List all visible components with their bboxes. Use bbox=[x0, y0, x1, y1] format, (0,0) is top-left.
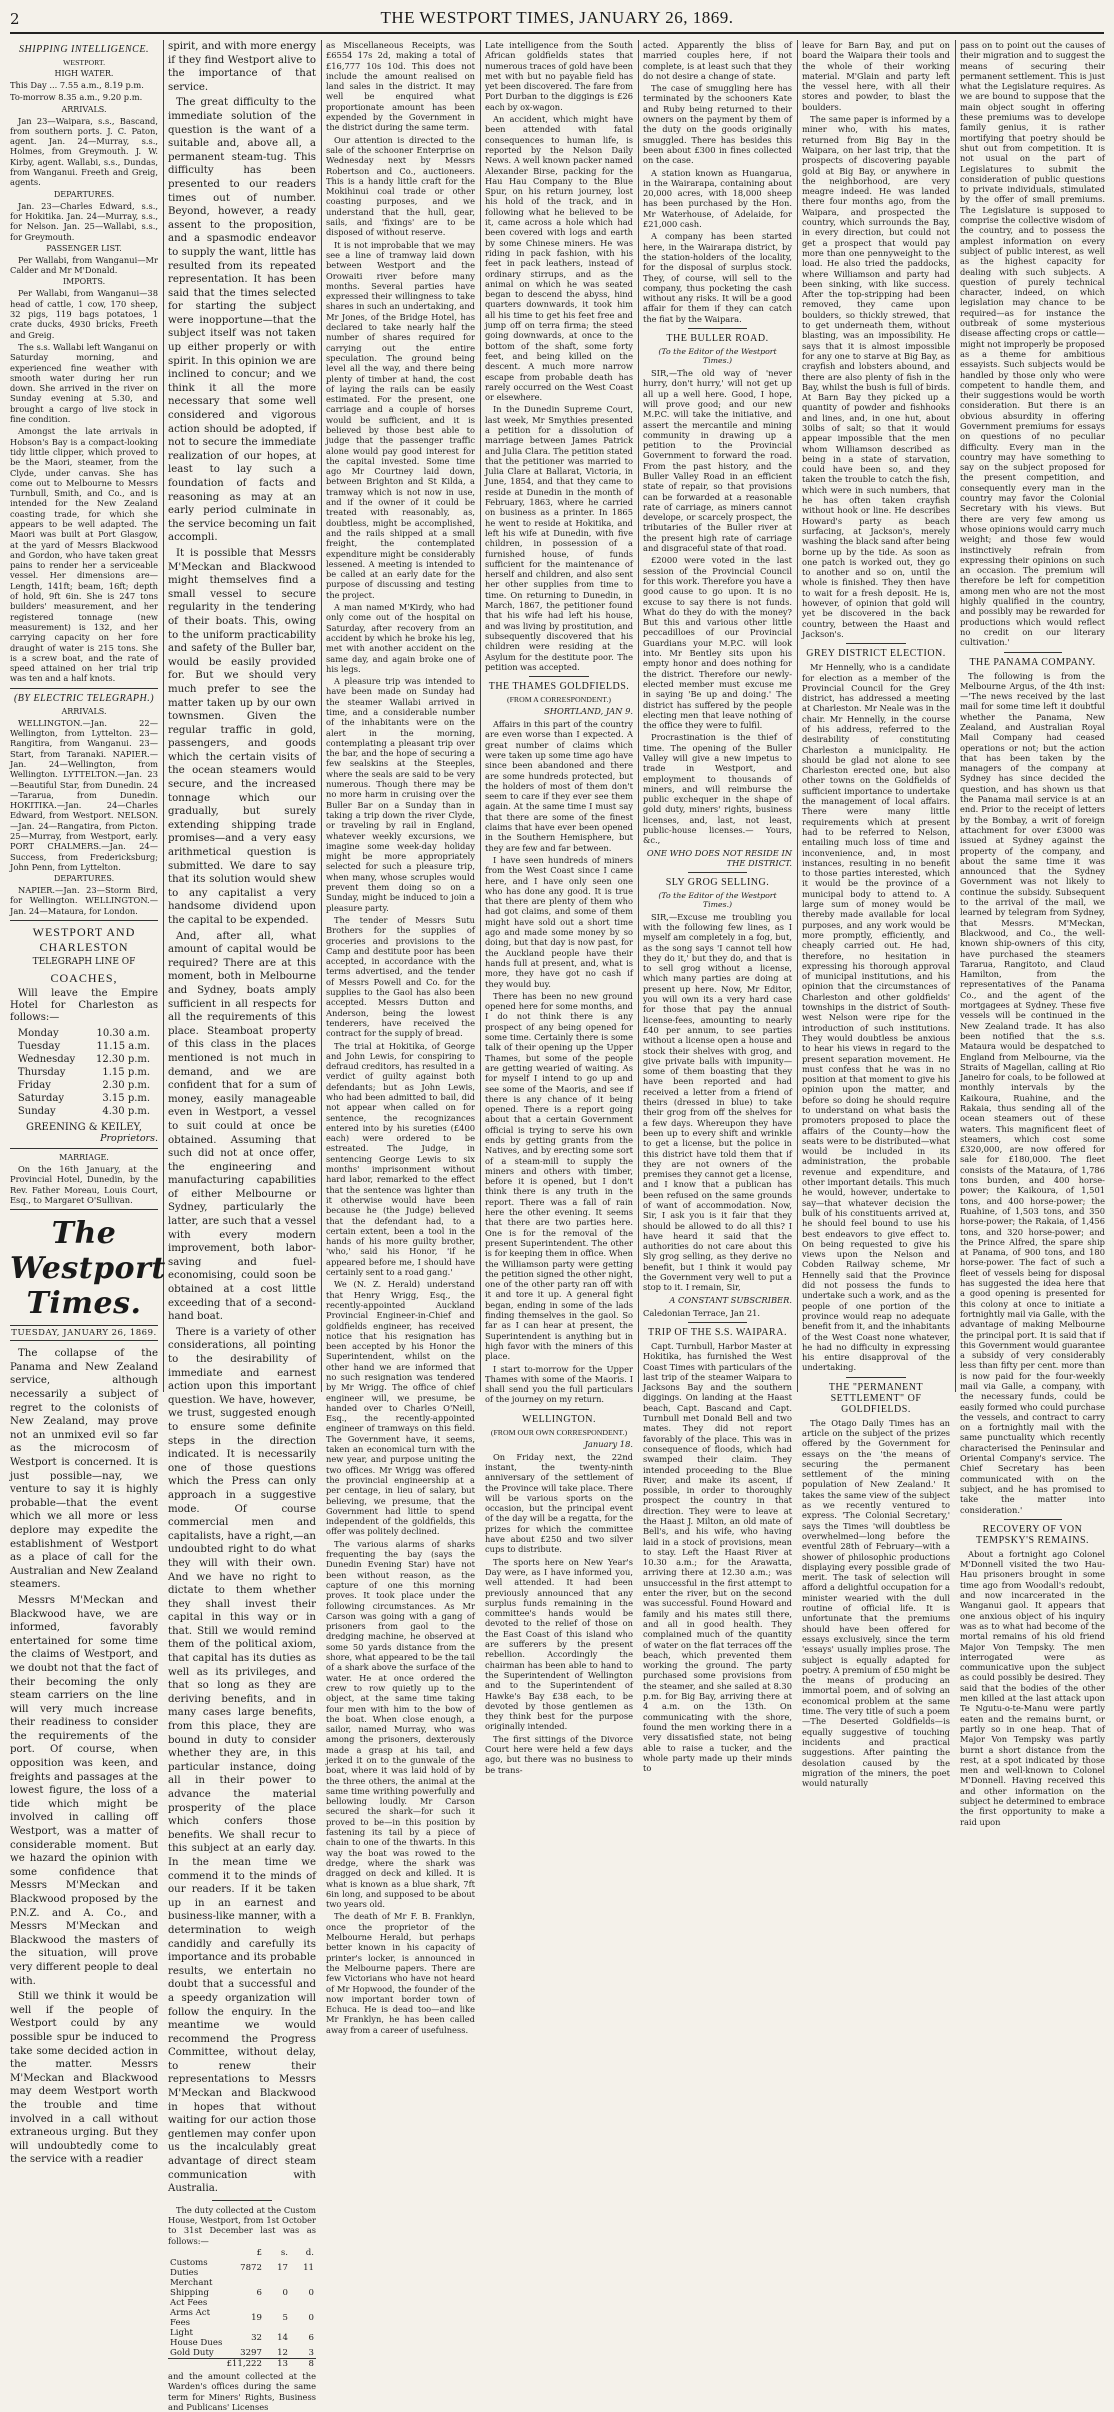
schedule-row bbox=[16, 1040, 152, 1053]
duty-item: Light House Dues bbox=[170, 2328, 223, 2348]
leader-paragraph: It is possible that Messrs M'Meckan and Blackwood might themselves find a small vessel to secure regularity in the tendering of their boats. This, owing to the uniform practicability and safety of the Buller bar, would be easily provided for. But we should very much prefer to see the matter taken up by our own townsmen. Given the regular traffic in gold, passengers, and goods which the certain visits of the ocean steamers would secure, and the increased tonnage which our gradually, but surely extending shipping trade promises—and a very easy arithmetical question is submitted. We dare to say that its solution would shew to any capitalist a very handsome dividend upon the capital to be expended. bbox=[168, 547, 316, 926]
duty-row bbox=[168, 2308, 316, 2328]
news-paragraph: Late intelligence from the South African goldfields states that numerous traces of gold have been met with but no payable field has yet been discovered. The fare from Port Durban to the diggings is £26 each by ox-wagon. bbox=[485, 40, 633, 112]
leader-paragraph: The great difficulty to the immediate solution of the question is the want of a suitable and, above all, a permanent steam-tug. This difficulty has been presented to our readers times out of number. Beyond, however, a ready assent to the proposition, and a spasmodic endeavor to supply the want, little has resulted from its repeated representation. It has been said that the times selected for starting the subject were inopportune—that the subject itself was not taken up either properly or with spirit. In this opinion we are inclined to concur; and we think it all the more necessary that some well considered and vigorous action should be adopted, if not to secure the immediate realization of our hopes, at least to lay such a foundation of facts and reasoning as may at an early period culminate in the service becoming un fait accompli. bbox=[168, 97, 316, 544]
passenger-heading: PASSENGER LIST. bbox=[46, 243, 122, 253]
waipara-paragraph: The same paper is informed by a miner who, with his mates, returned from Big Bay in the Waipara, on her last trip, that the prospects of discovering payable gold at Big Bay, or anywhere in the neighborhood, are very meagre indeed. He was landed there four months ago, from the Waipara, and prospected the country, which surrounds the Bay, in every direction, but could not get a prospect that would pay more than one pennyweight to the load. He also tried the paddocks, where Williamson and party had been sinking, with like success. After the top-stripping had been removed, they came upon boulders, so thickly strewed, that to get underneath them, without blasting, was an impossibility. He says that it is almost impossible for any one to starve at Big Bay, as crayfish and lobsters abound, and there are also plenty of fish in the Bay, whilst the bush is full of birds. At Barn Bay they picked up a quantity of powder and fishhooks and lines, and, in one hut, about 30lbs of salt; so that it would appear impossible that the men whom Williamson described as being in a state of starvation, could have been so, and they taken the trouble to catch the fish, which were in such numbers, that he has often taken crayfish without hook or line. He describes Howard's party as beach surfacing, at Jackson's, merely washing the black sand after being borne up by the tide. As soon as one patch is worked out, they go to another and so on, until the whole is finished. They then have to wait for a fresh deposit. He is, however, of opinion that gold will yet be discovered in the back country, between the Haast and Jackson's. bbox=[802, 114, 950, 639]
column-rule bbox=[955, 40, 956, 1392]
panama-heading: THE PANAMA COMPANY. bbox=[969, 656, 1096, 668]
column-rule bbox=[321, 40, 322, 1392]
thames-paragraph: There has been no new ground opened here for some months, and I do not think there is any prospect of any being opened for some time. Certainly there is some talk of their opening up the Upper Thames, but some of the people are getting wearied of waiting. As for myself I intend to go up and see some of the Maoris, and see if there is any chance of it being opened. There is a report going about that a certain Government official is trying to serve his own ends by getting grants from the Natives, and by erecting some sort of a steam-mill to supply the miners and others with timber, before it is opened, but I don't think there is any truth in the report. There was a fall of rain here the other evening. It seems that there are two parties here. One is for the removal of the present Superintendent. The other is for keeping them in office. When the Williamson party were getting the petition signed the other night, one of the other party ran off with it and tore it up. A general fight began, ending in some of the lads finding themselves in the gaol. So far as I can hear at present, the Superintendent is anything but in high favor with the miners of this place. bbox=[485, 990, 633, 1362]
divider bbox=[1004, 652, 1062, 653]
arrivals-heading: ARRIVALS. bbox=[61, 104, 107, 114]
wellington-paragraph: The first sittings of the Divorce Court here were held a few days ago, but there was no business to be trans- bbox=[485, 1733, 633, 1775]
news-paragraph: The various alarms of sharks frequenting the bay (says the Dunedin Evening Star) have not been without reason, as the capture of one this morning proves. It took place under the following circumstances. As Mr Carson was going with a gang of prisoners from gaol to the dredging machine, he observed at some 50 yards distance from the shore, what appeared to be the tail of a shark above the surface of the water. He at once ordered the crew to row quietly up to the object, at the same time taking four men with him to the bow of the boat. When close enough, a sailor, named Murray, who was among the prisoners, dexterously made a grasp at his tail, and jerked it on to the gunwale of the boat, where it was laid hold of by the three others, the animal at the same time writhing powerfully and bellowing loudly. Mr Carson secured the shark—for such it proved to be—in this position by fastening its tail by a piece of chain to one of the thwarts. In this way the boat was rowed to the dredge, where the shark was dragged on deck and killed. It is what is known as a blue shark, 7ft 6in long, and supposed to be about two years old. bbox=[326, 1538, 475, 1910]
coach-ad-subtitle: TELEGRAPH LINE OF bbox=[32, 957, 136, 968]
thames-paragraph: Affairs in this part of the country are even worse than I expected. A great number of claims which were taken up some time ago have since been abandoned and there are some hundreds protected, but the holders of most of them don't seem to care if they ever see them again. At the same time I must say that there are some of the finest claims that have ever been opened in the Southern Hemisphere, but they are few and far between. bbox=[485, 719, 633, 853]
duty-item bbox=[168, 2359, 224, 2370]
schedule-row bbox=[16, 1053, 152, 1066]
schedule-time: 4.30 p.m. bbox=[102, 1106, 151, 1118]
col-header: s. bbox=[280, 2248, 288, 2258]
wellington-heading: WELLINGTON. bbox=[522, 1413, 596, 1425]
schedule-row bbox=[16, 1079, 152, 1092]
high-water-tomorrow: To-morrow 8.35 a.m., 9.20 p.m. bbox=[10, 92, 143, 103]
column-3 bbox=[326, 40, 475, 2035]
schedule-day: Monday bbox=[17, 1028, 59, 1040]
schedule-time: 3.15 p.m. bbox=[102, 1093, 151, 1105]
duty-row bbox=[168, 2348, 316, 2359]
divider bbox=[529, 676, 588, 677]
imports-text: Per Wallabi, from Wanganui—38 head of cattle, 1 cow, 170 sheep, 32 pigs, 119 bags potatoes, 1 crate ducks, 4930 bricks, Freeth and Greig. bbox=[10, 288, 158, 340]
letter-signature: ONE WHO DOES NOT RESIDE IN THE DISTRICT. bbox=[646, 847, 792, 868]
news-paragraph: The death of Mr F. B. Franklyn, once the proprietor of the Melbourne Herald, but perhaps better known in his capacity of printer's locker, is announced in the Melbourne papers. There are few Victorians who have not heard of Mr Hopwood, the founder of the now important border town of Echuca. He is dead too—and like Mr Franklyn, he has been called away from a career of usefulness. bbox=[326, 1911, 475, 2035]
coach-ad-title: WESTPORT AND CHARLESTON bbox=[32, 925, 136, 955]
coach-ad-coaches: COACHES, bbox=[50, 971, 118, 986]
wellington-dateline: January 18. bbox=[584, 1438, 633, 1449]
leader-paragraph: There is a variety of other considerations, all pointing to the desirability of immediate and earnest action upon this important question. We have, however, we trust, suggested enough to ensure some definite steps in the direction indicated. It is necessarily one of those questions which the Press can only approach in a suggestive mode. Of course commercial men and capitalists, have a right,—an undoubted right to do what they will with their own. And we have no right to dictate to them whether they shall invest their capital in this way or in that. Still we would remind them of the political axiom, that capital has its duties as well as its privileges, and that so long as they are deriving benefits, and in many cases large benefits, from this place, they are bound in duty to consider whether they are, in this particular instance, doing all in their power to advance the material prosperity of the place which confers those benefits. We shall recur to this subject at an early day. In the mean time we commend it to the minds of our readers. If it be taken up in an earnest and business-like manner, with a determination to weigh candidly and carefully its importance and its probable results, we entertain no doubt that a successful and a speedy organization will follow the enquiry. In the meantime we would recommend the Progress Committee, without delay, to renew their representations to Messrs M'Meckan and Blackwood in hopes that without waiting for our action those gentlemen may confer upon us the incalculably great advantage of direct steam communication with Australia. bbox=[168, 1326, 316, 2195]
duty-pounds: 19 bbox=[251, 2313, 262, 2323]
thames-paragraph: I start to-morrow for the Upper Thames with some of the Maoris. I shall send you the full particulars of the journey on my return. bbox=[485, 1363, 633, 1405]
permanent-heading: THE "PERMANENT SETTLEMENT" OF GOLDFIELDS. bbox=[828, 1381, 924, 1415]
news-paragraph: The trial at Hokitika, of George and John Lewis, for conspiring to defraud creditors, has resulted in a verdict of guilty against both defendants; but as John Lewis, who had been admitted to bail, did not appear when called on for sentence, the recognizances entered into by his sureties (£400 each) were ordered to be estreated. The Judge, in sentencing George Lewis to six months' imprisonment without hard labor, remarked to the effect that the sentence was lighter than it otherwise would have been because he (the Judge) believed that the defendant had, to a certain extent, been a tool in the hands of his more guilty brother, 'who,' said his Honor, 'if he appeared before me, I should have certainly sent to a road gang.' bbox=[326, 1040, 475, 1278]
col-header: £ bbox=[256, 2248, 262, 2258]
column-4 bbox=[485, 40, 633, 1775]
marriage-heading: MARRIAGE. bbox=[59, 1153, 109, 1163]
divider bbox=[10, 1148, 158, 1149]
divider bbox=[10, 688, 158, 689]
duty-shillings: 5 bbox=[282, 2313, 288, 2323]
duty-row bbox=[168, 2278, 316, 2308]
duty-pence: 0 bbox=[308, 2313, 314, 2323]
grey-heading: GREY DISTRICT ELECTION. bbox=[806, 648, 946, 660]
thames-paragraph: I have seen hundreds of miners from the West Coast since I came here, and I have only seen one who has done any good. It is true that there are plenty of them who had got claims, and some of them might have sold out a short time ago and made some money by so doing, but that day is now past, for the Auckland people have their hands full at present, and, what is more, they have got no cash if they would buy. bbox=[485, 854, 633, 989]
after-duty-text: and the amount collected at the Warden's offices during the same term for Miners' Rights, Business and Publicans' Licenses bbox=[168, 2371, 316, 2412]
divider bbox=[688, 872, 748, 873]
news-paragraph: The tender of Messrs Sutu Brothers for the supplies of groceries and provisions to the Camp and destitute poor has been accepted, in accordance with the terms advertised, and the tender of Messrs Powell and Co. for the supplies to the Gaol has also been accepted. Messrs Dutton and Anderson, being the lowest tenderers, have received the contract for the supply of bread. bbox=[326, 914, 475, 1039]
column-1 bbox=[10, 40, 166, 2166]
duty-table bbox=[168, 2248, 316, 2369]
thames-subheading: (FROM A CORRESPONDENT.) bbox=[506, 695, 612, 705]
duty-header-row bbox=[168, 2248, 316, 2258]
column-7 bbox=[960, 40, 1105, 1827]
letter-paragraph: SIR,—Excuse me troubling you with the following few lines, as I myself am completely in a fog, but, as the song says 'I cannot tell how they do it,' but they do, and that is to sell grog without a license, which many parties are doing at present up here. Now, Mr Editor, you will own its a very hard case for those that pay the annual license-fees, amounting to nearly £40 per annum, to see parties without a license open a house and stock their shelves with grog, and give private balls with impunity—some of them boasting that they have been reported and had received a letter from a friend of theirs (dressed in blue) to take their grog from off the shelves for a few days. Whereupon they have been up to every shift and wrinkle to get a license, but the police in this district have told them that if they are not owners of the premises they cannot get a license, and I know that a publican has been refused on the same grounds of want of accommodation. Now, Sir, I ask you is it fair that they should be allowed to do all this? I have heard it said that the authorities do not care about this Sly grog selling, as they derive no benefit, but I think it would pay the Government very well to put a stop to it. I remain, Sir, bbox=[643, 911, 792, 1293]
panama-paragraph: The following is from the Melbourne Argus, of the 4th inst:—'The news received by the last mail for some time left it doubtful whether the Panama, New Zealand, and Australian Royal Mail Company had ceased operations or not; but the action that has been taken by the managers of the company at Sydney has since decided the question, and has shown us that the Panama mail service is at an end. Prior to the receipt of letters by the Bombay, a writ of foreign attachment for over £3000 was issued at Sydney against the property of the company, and about the same time it was announced that the Sydney Government was not likely to continue the subsidy. Subsequent to the arrival of the mail, we learned by telegram from Sydney, that Messrs. M'Meckan, Blackwood, and Co., the well-known ship-owners of this city, have purchased the steamers Tararua, Rangitoto, and Claud Hamilton, from the representatives of the Panama Co., and the agent of the mortgagees at Sydney. These five vessels will be continued in the New Zealand trade. It has also been notified that the s.s. Mataura would be despatched to England from Melbourne, via the Straits of Magellan, calling at Rio Janeiro for coals, to be followed at monthly intervals by the Kaikoura, Ruahine, and the Rakaia, thus sending all of the ocean steamers out of these waters. This magnificent fleet of steamers, which cost some £320,000, are now offered for sale for £180,000. The fleet consists of the Mataura, of 1,786 tons burden, and 400 horse-power; the Kaikoura, of 1,501 tons, and 400 horse-power; the Ruahine, of 1,503 tons, and 350 horse-power; the Rakaia, of 1,456 tons, and 320 horse-power; and the Prince Alfred, the spare ship at Panama, of 900 tons, and 180 horse-power. The fact of such a fleet of vessels being for disposal has suggested the idea here that a good opening is presented for this colony at once to initiate a fortnightly mail via Galle, with the advantage of making Melbourne the principal port. It is said that if this Government would guarantee a subsidy of very considerably less than fifty per cent. more than is now paid for the four-weekly mail via Galle, a company, with the necessary funds, could be easily formed who could purchase the vessels, and contract to carry on a fortnightly mail with the same punctuality which recently characterised the Peninsular and Oriental Company's service. The Chief Secretary has been communicated with on the subject, and he has promised to take the matter into consideration.' bbox=[960, 670, 1105, 1515]
schedule-time: 12.30 p.m. bbox=[96, 1054, 151, 1066]
telegraph-departures: NAPIER.—Jan. 23—Storm Bird, for Wellington. WELLINGTON.—Jan. 24—Mataura, for London. bbox=[10, 885, 158, 916]
duty-pence: 11 bbox=[303, 2263, 314, 2273]
schedule-time: 2.30 p.m. bbox=[102, 1080, 151, 1092]
duty-intro: The duty collected at the Custom House, Westport, from 1st October to 31st December last was as follows:— bbox=[168, 2204, 316, 2246]
permanent-paragraph: pass on to point out the causes of their migration and to suggest the means of securing their permanent settlement. This is just what the Legislature requires. As we are bound to suppose that the main object sought in offering these premiums was to develope family genius, it is rather mortifying that poetry should be shut out from competition. It is not usual on the part of Legislatures to submit the consideration of public questions to private individuals, stimulated by the offer of small premiums. The Legislature is supposed to comprise the collective wisdom of the country, and to possess the amplest information on every subject of public interest, as well as the highest capacity for dealing with such subjects. A question of purely technical character, indeed, on which legislation may chance to be required—as for instance the outbreak of some mysterious disease affecting crops or cattle—might not improperly be proposed as a theme for ambitious essayists. Such subjects would be handled by those only who were competent to handle them, and their suggestions would be worth consideration. But there is an obvious absurdity in offering Government premiums for essays on questions of no peculiar difficulty. Every man in the country may have something to say on the subject proposed for the present competition, and consequently every man in the country may favor the Colonial Secretary with his views. But there are very few among us whose opinions would carry much weight; and those few would instinctively refrain from expressing their opinions on such an occasion. The premium will therefore be left for competition among men who are not the most highly qualified in the country, and possibly may be rewarded for productions which would reflect no credit on our literary cultivation.' bbox=[960, 40, 1105, 648]
duty-shillings: 0 bbox=[282, 2288, 288, 2298]
letter-paragraph: SIR,—The old way of 'never hurry, don't hurry,' will not get up all up a well here. Good, I hope, will prove good; and our new M.P.C. will take the initiative, and assert the mercantile and mining community in drawing up a petition to the Provincial Government to forward the road. From the past history, and the Buller Valley Road in an efficient state of repair, so that provisions can be forwarded at a reasonable rate of carriage, as miners cannot develope, or scarcely prospect, the tributaries of the Buller river at the present high rate of carriage and disgraceful state of that road. bbox=[643, 368, 792, 554]
grog-heading: SLY GROG SELLING. bbox=[665, 876, 770, 888]
news-paragraph: An accident, which might have been attended with fatal consequences to human life, is reported by the Nelson Daily News. A well known packer named Alexander Birse, packing for the Hau Hau Company to the Blue Spur, on his return journey, lost his hold of the track, and in following what he believed to be it, came across a hole which had been covered with logs and earth by some Chinese miners. He was riding in pack fashion, with his feet in pack leathers, instead of ordinary stirrups, and as the animal on which he was seated began to descend the abyss, hind quarters downwards, it took him all his time to get his feet free and jump off on terra firma; the steed going downwards, at once to the bottom of the shaft, some forty feet, and being killed on the descent. A much more narrow escape from probable death has rarely occurred on the West Coast or elsewhere. bbox=[485, 114, 633, 403]
marriage-text: On the 16th January, at the Provincial Hotel, Dunedin, by the Rev. Father Moreau, Louis Court, Esq., to Margaret O'Sullivan. bbox=[10, 1164, 158, 1205]
recovery-heading: RECOVERY OF VON TEMPSKY'S REMAINS. bbox=[975, 1523, 1090, 1546]
col-header: d. bbox=[305, 2248, 314, 2258]
duty-shillings: 12 bbox=[277, 2348, 288, 2358]
telegraph-departures-heading: DEPARTURES. bbox=[53, 874, 115, 884]
buller-heading: THE BULLER ROAD. bbox=[666, 333, 769, 345]
schedule-day: Friday bbox=[17, 1080, 51, 1092]
leader-paragraph: And, after all, what amount of capital would be required? There are at this moment, both in Melbourne and Sydney, boats amply sufficient in all respects for all the requirements of this place. Steamboat property of this class in the places mentioned is not much in demand, and we are confident that for a sum of money, easily manageable even in Westport, a vessel to suit could at once be obtained. Assuming that such did not at once offer, the engineering and manufacturing capabilities of either Melbourne or Sydney, particularly the latter, are such that a vessel with every modern improvement, both labor-saving and fuel-economising, could soon be obtained at a cost little exceeding that of a second-hand boat. bbox=[168, 930, 316, 1323]
departures-heading: DEPARTURES. bbox=[53, 189, 115, 199]
telegraph-heading: (BY ELECTRIC TELEGRAPH.) bbox=[13, 692, 155, 704]
coach-ad-text: Will leave the Empire Hotel for Charleston as follows:— bbox=[10, 988, 158, 1024]
duty-total-row bbox=[168, 2359, 316, 2370]
divider bbox=[529, 1409, 588, 1410]
news-paragraph: A pleasure trip was intended to have been made on Sunday had the steamer Wallabi arrived in time, and a considerable number of the inhabitants were on the alert in the morning, contemplating a pleasant trip over the bar, and the hope of securing a few sealskins at the Steeples, where the seals are said to be very numerous. Though there may be no more harm in cruising over the Buller Bar on a Sunday than in taking a trip down the river Clyde, or traveling by rail in England, whatever weekly excursions, we imagine some week-day holiday might be more appropriately selected for such a pleasure trip, when many, whose scruples would prevent them doing so on a Sunday, might be induced to join a pleasure party. bbox=[326, 676, 475, 913]
divider bbox=[10, 1209, 158, 1210]
duty-row bbox=[168, 2328, 316, 2348]
duty-item: Merchant Shipping Act Fees bbox=[170, 2278, 213, 2308]
shipping-news: The s.s. Wallabi left Wanganui on Saturday morning, and experienced fine weather with smooth water during her run down. She arrived in the river on Sunday evening at 5.30, and brought a cargo of live stock in fine condition. bbox=[10, 341, 158, 425]
coach-proprietors-label: Proprietors. bbox=[100, 1133, 158, 1145]
divider bbox=[1004, 1519, 1062, 1520]
duty-shillings: 17 bbox=[277, 2263, 288, 2273]
duty-item: Arms Act Fees bbox=[170, 2308, 211, 2328]
letter-paragraph: £2000 were voted in the last session of the Provincial Council for this work. Therefore you have a good cause to go upon. It is no excuse to say there is not funds. What do they do with the money? But this and various other little peccadilloes of our Provincial Guardians your M.P.C. will look into. Mr Bentley sits upon his empty honor and does nothing for the district. Therefore our newly-elected member must excuse me in saying 'Be up and doing.' The district has suffered by the people electing men that leave nothing of the office they were to fulfil. bbox=[643, 555, 792, 731]
news-paragraph: In the Dunedin Supreme Court, last week, Mr Smythies presented a petition for a dissolution of marriage between James Patrick and Julia Clara. The petition stated that the petitioner was married to Julia Clare at Ballarat, Victoria, in June, 1854, and that they came to reside at Dunedin in the month of February, 1863, where he carried on business as a printer. In 1865 he went to reside at Hokitika, and left his wife at Dunedin, with five children, in possession of a furnished house, of funds sufficient for the maintenance of herself and children, and also sent her other supplies from time to time. On returning to Dunedin, in March, 1867, the petitioner found that his wife had left his house, and was living by prostitution, and subsequently discovered that his children were residing at the Asylum for the destitute poor. The petition was accepted. bbox=[485, 404, 633, 672]
schedule-time: 1.15 p.m. bbox=[102, 1067, 151, 1079]
news-paragraph: A man named M'Kirdy, who had only come out of the hospital on Saturday, after recovery from an accident by which he broke his leg, met with another accident on the same day, and again broke one of his legs. bbox=[326, 602, 475, 674]
passenger-text: Per Wallabi, from Wanganui—Mr Calder and Mr M'Donald. bbox=[10, 254, 158, 276]
letter-signature: A CONSTANT SUBSCRIBER. bbox=[669, 1294, 792, 1305]
duty-pence: 3 bbox=[308, 2348, 314, 2358]
duty-shillings: 14 bbox=[277, 2333, 288, 2343]
buller-subheading: (To the Editor of the Westport Times.) bbox=[658, 347, 777, 366]
column-2 bbox=[168, 40, 316, 2412]
wellington-paragraph: On Friday next, the 22nd instant, the twenty-ninth anniversary of the settlement of the Province will take place. There will be various sports on the occasion, but the principal event of the day will be a regatta, for the prizes for which the committee have about £250 and two silver cups to distribute. bbox=[485, 1451, 633, 1555]
duty-item: Customs Duties bbox=[170, 2258, 208, 2278]
masthead bbox=[10, 8, 1104, 34]
wellington-subheading: (FROM OUR OWN CORRESPONDENT.) bbox=[490, 1427, 628, 1437]
wellington-paragraph: The sports here on New Year's Day were, as I have informed you, well attended. It had been previously announced that any surplus funds remaining in the committee's hands would be devoted to the relief of those on the East Coast of this island who are sufferers by the present rebellion. Accordingly the chairman has been able to hand to the Superintendent of Wellington and to the Superintendent of Hawke's Bay £38 each, to be devoted by those gentlemen as they think best for the purpose originally intended. bbox=[485, 1556, 633, 1732]
news-paragraph: We (N. Z. Herald) understand that Henry Wrigg, Esq., the recently-appointed Auckland Provincial Engineer-in-Chief and goldfields engineer, has received notice that his resignation has been accepted by his Honor the Superintendent, whilst on the other hand we are informed that no such resignation was tendered by Mr Wrigg. The office of chief engineer will, we presume, be handed over to Charles O'Neill, Esq., the recently-appointed engineer of tramways on this field. The Government have, it seems, taken an economical turn with the new year, and purpose uniting the two offices. Mr Wrigg was offered the provincial engineership at a per centage, in lieu of salary, but believing, we presume, that the Government had little to spend independent of the goldfields, this offer was politely declined. bbox=[326, 1279, 475, 1537]
schedule-time: 11.15 a.m. bbox=[96, 1041, 151, 1053]
letter-address: Caledonian Terrace, Jan 21. bbox=[643, 1307, 761, 1318]
column-rule bbox=[480, 40, 481, 1392]
schedule-row bbox=[16, 1066, 152, 1079]
duty-pence: 0 bbox=[308, 2288, 314, 2298]
thames-heading: THE THAMES GOLDFIELDS. bbox=[488, 681, 630, 693]
letter-paragraph: Procrastination is the thief of time. The opening of the Buller Valley will give a new impetus to trade in Westport, and employment to thousands of miners, and will reimburse the public exchequer in the shape of gold duty, miners' rights, business licenses, and, last, not least, public-house licenses.— Yours, &c., bbox=[643, 732, 792, 846]
thames-dateline: SHORTLAND, JAN 9. bbox=[544, 706, 633, 717]
schedule-time: 10.30 a.m. bbox=[96, 1028, 151, 1040]
duty-pounds: 6 bbox=[256, 2288, 262, 2298]
telegraph-arrivals-heading: ARRIVALS. bbox=[61, 706, 107, 716]
grey-paragraph: Mr Hennelly, who is a candidate for election as a member of the Provincial Council for the Grey district, has addressed a meeting at Charleston. Mr Neale was in the chair. Mr Hennelly, in the course of his address, referred to the desirability of constituting Charleston a municipality. He should be glad not alone to see Charleston erected one, but also other towns on the Goldfields of sufficient importance to undertake the management of local affairs. There were many little requirements which at present had to be referred to Nelson, entailing much loss of time and inconvenience, and, in most instances, resulting in no benefit to those parties interested, which it would be the province of a municipal body to attend to. A large sum of money would be thereby made available for local purposes, and any work would be more promptly, efficiently, and cheaply carried out. He had, therefore, no hesitation in expressing his thorough approval of municipal institutions, and his opinion that the circumstances of Charleston and other goldfields' townships in the district of South-west Nelson were ripe for the introduction of such institutions. They would doubtless be anxious to hear his views in regard to the present separation movement. He must confess that he was in no position at that moment to give his opinion upon the matter, and before so doing he should require to understand on what basis the promoters proposed to place the affairs of the County—how the seats were to be distributed—what would be included in its administration, the probable revenue and expenditure, and other important details. This much he would, however, undertake to say—that whatever decision the bulk of his constituents arrived at, he should feel bound to use his best endeavors to give effect to. On being requested to give his views upon the Nelson and Cobden Railway scheme, Mr Hennelly said that the Province did not possess the funds to undertake such a work, and as the people of one portion of the province would reap no adequate benefit from it, and the inhabitants of the West Coast none whatever, he had no difficulty in expressing his entire disapproval of the undertaking. bbox=[802, 662, 950, 1373]
schedule-day: Sunday bbox=[17, 1106, 56, 1118]
duty-pounds: 7872 bbox=[240, 2263, 262, 2273]
departures-text: Jan. 23—Charles Edward, s.s., for Hokitika. Jan. 24—Murray, s.s., for Nelson. Jan. 25—Wallabi, s.s., for Greymouth. bbox=[10, 200, 158, 242]
divider bbox=[688, 1322, 748, 1323]
schedule-row bbox=[16, 1027, 152, 1040]
duty-row bbox=[168, 2258, 316, 2278]
schedule-day: Wednesday bbox=[17, 1054, 76, 1066]
column-rule bbox=[163, 40, 164, 1392]
wellington-paragraph: The case of smuggling here has terminated by the schooners Kate and Ruby being returned to their owners on the payment by them of the duty on the goods originally smuggled. There has besides this been about £300 in fines collected on the case. bbox=[643, 83, 792, 166]
schedule-row bbox=[16, 1092, 152, 1105]
recovery-paragraph: About a fortnight ago Colonel M'Donnell visited the two Hau-Hau prisoners brought in some time ago from Woodall's redoubt, and now incarcerated in the Wanganui gaol. It appears that one anxious object of his inquiry was as to what had become of the mortal remains of his old friend Major Von Tempsky. The men interrogated were as communicative upon the subject as could possibly be desired. They said that the bodies of the other men killed at the last attack upon Te Ngutu-o-te-Manu were partly eaten and the remains burnt, or partly so in one heap. That of Major Von Tempsky was partly burnt a short distance from the rest, at a spot indicated by those men and well-known to Colonel M'Donnell. Having received this and other information on the subject he determined to embrace the first opportunity to make a raid upon bbox=[960, 1548, 1105, 1827]
news-paragraph: Our attention is directed to the sale of the schooner Enterprise on Wednesday next by Messrs Robertson and Co., auctioneers. This is a handy little craft for the Mokihinui coal trade or other coasting purposes, and we understand that the hull, gear, sails, and 'fixings' are to be disposed of without reserve. bbox=[326, 134, 475, 238]
dateline: TUESDAY, JANUARY 26, 1869. bbox=[10, 1325, 158, 1341]
column-5 bbox=[643, 40, 792, 1774]
divider bbox=[10, 920, 158, 921]
paper-title: The Westport Times. bbox=[10, 1216, 166, 1322]
duty-item: Gold Duty bbox=[170, 2348, 214, 2358]
permanent-paragraph: The Otago Daily Times has an article on the subject of the prizes offered by the Government for essays on the 'the means of securing the permanent settlement of the mining population of New Zealand.' It takes the same view of the subject as we recently ventured to express. 'The Colonial Secretary,' says the Times 'will doubtless be overwhelmed—long before the eventful 28th of February—with a shower of philosophic productions displaying every possible grade of merit. The task of selection will afford a delightful occupation for a minister wearied with the dull routine of official life. It is unfortunate that the premiums should have been offered for essays exclusively, since the term 'essays' usually implies prose. The subject is equally adapted for poetry. A premium of £50 might be the means of producing an immortal poem, and of solving an economical problem at the same time. The very title of such a poem—The Deserted Goldfields—is equally suggestive of touching incidents and practical suggestions. After painting the desolation caused by the migration of the miners, the poet would naturally bbox=[802, 1417, 950, 1789]
high-water-today: This Day ... 7.55 a.m., 8.19 p.m. bbox=[10, 80, 144, 90]
wellington-paragraph: acted. Apparently the bliss of married couples here, if not complete, is at least such that they do not desire a change of state. bbox=[643, 40, 792, 81]
high-water-heading: HIGH WATER. bbox=[54, 69, 114, 78]
arrivals-text: Jan 23—Waipara, s.s., Bascand, from southern ports. J. C. Paton, agent. Jan. 24—Murray, s.s., Holmes, from Greymouth. J. W. Kirby, agent. Wallabi, s.s., Dundas, from Wanganui. Freeth and Greig, agents. bbox=[10, 115, 158, 188]
news-paragraph: It is not improbable that we may see a line of tramway laid down between Westport and the Orowaiti river before many months. Several parties have expressed their willingness to take shares in such an undertaking, and Mr Jones, of the Bridge Hotel, has declared to take nearly half the number of shares required for carrying out the entire speculation. The ground being level all the way, and there being plenty of timber at hand, the cost of laying the rails can be easily estimated. For the present, one carriage and a couple of horses would be sufficient, and it is believed by those best able to judge that the passenger traffic alone would pay good interest for the capital invested. Some time ago Mr Courtney laid down, between Brighton and St Kilda, a tramway which is not now in use, and if the owner of it could be treated with reasonably, as, doubtless, might be accomplished, and the rails shipped at a small freight, the contemplated expenditure might be considerably lessened. A meeting is intended to be called at an early date for the purpose of discussing and testing the project. bbox=[326, 239, 475, 600]
leader-paragraph: Still we think it would be well if the people of Westport could by any possible spur be induced to take some decided action in the matter. Messrs M'Meckan and Blackwood may deem Westport worth the trouble and time involved in a call without extraneous urging. But they will undoubtedly come to the service with a readier bbox=[10, 1991, 158, 2166]
shipping-heading: SHIPPING INTELLIGENCE. bbox=[19, 44, 149, 55]
divider bbox=[846, 1377, 905, 1378]
grog-subheading: (To the Editor of the Westport Times.) bbox=[658, 890, 777, 909]
duty-pounds: £11,222 bbox=[226, 2359, 262, 2369]
duty-pounds: 32 bbox=[251, 2333, 262, 2343]
schedule-day: Tuesday bbox=[17, 1041, 61, 1053]
coach-schedule bbox=[16, 1027, 152, 1118]
masthead-title: THE WESTPORT TIMES, JANUARY 26, 1869. bbox=[380, 8, 734, 27]
leader-paragraph: The collapse of the Panama and New Zealand service, although necessarily a subject of regret to the colonists of New Zealand, may prove not an unmixed evil so far as the microcosm of Westport is concerned. It is just possible—nay, we venture to say it is highly probable—that the event which we all more or less deplore may expedite the establishment of Westport as a place of call for the Australian and New Zealand steamers. bbox=[10, 1348, 158, 1591]
page-number: 2 bbox=[10, 10, 20, 28]
waipara-paragraph: leave for Barn Bay, and put on board the Waipara their tools and the whole of their working material. M'Glain and party left the vessel here, with all their stores and powder, to blast the boulders. bbox=[802, 40, 950, 112]
divider bbox=[846, 643, 905, 644]
port-heading: WESTPORT. bbox=[62, 58, 106, 67]
column-rule bbox=[638, 40, 639, 1392]
telegraph-arrivals: WELLINGTON.—Jan. 22—Wellington, from Lyttelton. 23—Rangitira, from Wanganui. 23—Start, from Taranaki. NAPIER.—Jan. 24—Wellington, from Wellington. LYTTELTON.—Jan. 23—Beautiful Star, from Dunedin. 24—Tararua, from Dunedin. HOKITIKA.—Jan. 24—Charles Edward, from Westport. NELSON.—Jan. 24—Rangatira, from Picton. 25—Murray, from Westport, early. PORT CHALMERS.—Jan. 24—Success, from Fredericksburg; John Penn, from Lyttelton. bbox=[10, 717, 158, 872]
leader-paragraph: Messrs M'Meckan and Blackwood have, we are informed, favorably entertained for some time the claims of Westport, and we doubt not that the fact of their becoming the only steam carriers on the line will very much increase their readiness to consider the requirements of the port. Of course, when opposition was keen, and freights and passages at the lowest figure, the loss of a tide which might be involved in calling off Westport, was a matter of considerable moment. But we hazard the opinion with some confidence that Messrs M'Meckan and Blackwood proposed by the P.N.Z. and A. Co., and Messrs M'Meckan and Blackwood the masters of the situation, will prove very different people to deal with. bbox=[10, 1594, 158, 1987]
imports-heading: IMPORTS. bbox=[62, 277, 106, 287]
duty-pence: 8 bbox=[290, 2359, 316, 2370]
leader-paragraph: spirit, and with more energy if they find Westport alive to the importance of that service. bbox=[168, 41, 316, 93]
column-6 bbox=[802, 40, 950, 1789]
coach-proprietors: GREENING & KEILEY, bbox=[26, 1122, 142, 1134]
duty-pounds: 3297 bbox=[240, 2348, 262, 2358]
wellington-paragraph: A station known as Huangarua, in the Wairarapa, containing about 20,000 acres, with 18,000 sheep has been purchased by the Hon. Mr Waterhouse, of Adelaide, for £21,000 cash. bbox=[643, 167, 792, 230]
waipara-paragraph: Capt. Turnbull, Harbor Master at Hokitika, has furnished the West Coast Times with particulars of the last trip of the steamer Waipara to Jacksons Bay and the southern diggings. On landing at the Haast beach, Capt. Bascand and Capt. Turnbull met Donald Bell and two mates. They did not report favorably of the place. This was in consequence of floods, which had swamped their claim. They intended proceeding to the Blue River, and make its ascent, if possible, in order to thoroughly prospect the country in that direction. They were to leave at the Haast J. Milton, an old mate of Bell's, and his wife, who having laid in a stock of provisions, mean to stay. Left the Haast River at 10.30 a.m.; for the Arawatta, arriving there at 12.30 a.m.; was unsuccessful in the first attempt to enter the river, but on the second was successful. Found Howard and family and his mates still there, and all in good health. They complained much of the quantity of water on the flat terraces off the beach, which prevented them working the ground. The party purchased some provisions from the steamer, and she sailed at 8.30 p.m. for Big Bay, arriving there at 4 a.m. on the 13th. On communicating with the shore, found the men working there in a very dissatisfied state, not being able to raise a tucker, and the whole party made up their minds to bbox=[643, 1340, 792, 1774]
waipara-heading: TRIP OF THE S.S. WAIPARA. bbox=[648, 1326, 787, 1338]
column-rule bbox=[797, 40, 798, 1392]
shipping-news: Amongst the late arrivals in Hobson's Bay is a compact-looking tidy little clipper, which proved to be the Maori, steamer, from the Clyde, under canvas. She has come out to Melbourne to Messrs Turnbull, Smith, and Co., and is intended for the New Zealand coasting trade, for which she appears to be well adapted. The Maori was built at Port Glasgow, at the yard of Messrs Blackwood and Gordon, who have taken great pains to render her a serviceable vessel. Her dimensions are—Length, 141ft; beam, 16ft; depth of hold, 9ft 6in. She is 247 tons builders' measurement, and her registered tonnage (new measurement) is 132, and her carrying capacity on her fore draught of water is 215 tons. She is a screw boat, and the rate of speed attained on her trial trip was ten and a half knots. bbox=[10, 426, 158, 684]
news-paragraph: as Miscellaneous Receipts, was £6554 17s 2d, making a total of £16,777 10s 10d. This does not include the amount realised on land sales in the district. It may well be enquired what proportionate amount has been expended by the Government in the district during the same term. bbox=[326, 40, 475, 133]
schedule-day: Saturday bbox=[17, 1093, 64, 1105]
divider bbox=[688, 328, 748, 329]
divider bbox=[212, 2200, 271, 2201]
duty-shillings: 13 bbox=[264, 2359, 290, 2370]
schedule-day: Thursday bbox=[17, 1067, 66, 1079]
duty-pence: 6 bbox=[308, 2333, 314, 2343]
schedule-row bbox=[16, 1105, 152, 1118]
wellington-paragraph: A company has been started here, in the Wairarapa district, by the station-holders of the locality, for the disposal of surplus stock. They, of course, will sell to the company, thus pocketing the cash without any risks. It will be a good affair for them if they can catch the fiat by the Waipara. bbox=[643, 231, 792, 324]
